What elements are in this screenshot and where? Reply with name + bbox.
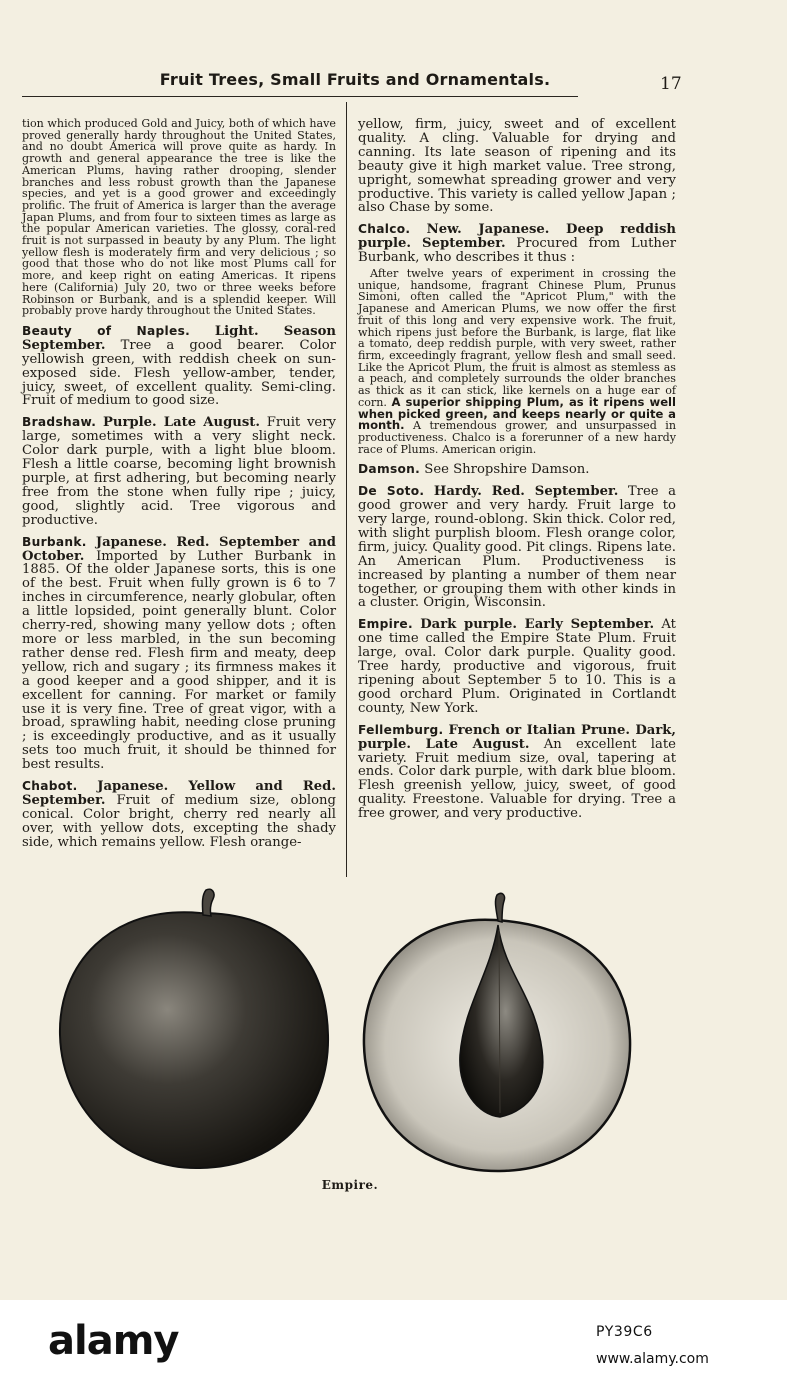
entry-name: Damson. xyxy=(358,462,421,477)
entry-text: Fruit of medium size, oblong conical. Color bright, cherry red nearly all over, with yellow dots, excepting the shady side, which remains yellow. Flesh orange- xyxy=(22,792,336,850)
entry-name: Empire. xyxy=(358,617,413,632)
quote-bold-text: A superior shipping Plum, as it ripens well when picked green, and keeps nearly or quite a month. xyxy=(358,394,677,433)
entry-text: Imported by Luther Burbank in 1885. Of the older Japanese sorts, this is one of the best. Fruit when fully grown is 6 to 7 inches in circumference, nearly globular, often a little lopsided, point generally blunt. Color cherry-red, showing many yellow dots ; often more or less marbled, in the sun becoming rather dense red. Flesh firm and meaty, deep yellow, rich and sugary ; its firmness makes it a good keeper and a good shipper, and it is excellent for canning. For market or family use it is very fine. Tree of great vigor, with a broad, sprawling habit, needing close pruning ; is exceedingly productive, and as it usually sets too much fruit, it should be thinned for best results. xyxy=(22,548,336,773)
chalco-quote xyxy=(358,268,676,455)
entry-text: Tree a good grower and very hardy. Fruit large to very large, round-oblong. Skin thick. Color red, with slight purplish bloom. Flesh orange color, firm, juicy. Quality good. Pit clings. Ripens late. An American Plum. Productiveness is increased by planting a number of them near together, or grouping them with other kinds in a cluster. Origin, Wisconsin. xyxy=(358,484,676,611)
entry-subtitle: New. Japanese. Deep reddish purple. September. xyxy=(358,222,676,252)
plum-illustration xyxy=(50,885,650,1180)
entry-subtitle: Hardy. Red. September. xyxy=(433,484,619,500)
left-column xyxy=(22,118,336,850)
entry-text: Procured from Luther Burbank, who describes it thus : xyxy=(358,236,676,266)
page-number: 17 xyxy=(660,74,682,94)
entry-text: Fruit very large, sometimes with a very slight neck. Color dark purple, with a light blue bloom. Flesh a little coarse, becoming light brownish purple, at first adhering, but becoming nearly free from the stone when fully ripe ; juicy, good, slightly acid. Tree vigorous and productive. xyxy=(22,415,336,528)
illustration-caption: Empire. xyxy=(321,1178,379,1192)
entry-subtitle: French or Italian Prune. Dark, purple. Late August. xyxy=(358,722,677,752)
entry-name: De Soto. xyxy=(358,484,425,499)
entry-subtitle: Purple. Late August. xyxy=(102,415,260,431)
entry-damson xyxy=(358,463,676,477)
alamy-logo: alamy xyxy=(48,1318,179,1364)
page-header-title: Fruit Trees, Small Fruits and Ornamentals. xyxy=(159,70,551,89)
entry-subtitle: Light. Season September. xyxy=(22,323,336,353)
entry-burbank xyxy=(22,536,336,772)
entry-name: Burbank. xyxy=(22,534,87,549)
entry-subtitle: Japanese. Red. September and October. xyxy=(22,534,336,564)
entry-text: See Shropshire Damson. xyxy=(424,462,590,478)
entry-fellemburg xyxy=(358,724,676,821)
header-rule xyxy=(22,96,578,97)
entry-subtitle: Dark purple. Early September. xyxy=(420,617,655,633)
entry-name: Chalco. xyxy=(358,222,411,237)
entry-text: Tree a good bearer. Color yellowish green, with reddish cheek on sun-exposed side. Flesh yellow-amber, tender, juicy, sweet, of excellent quality. Semi-cling. Fruit of medium to good size. xyxy=(22,337,336,409)
right-column xyxy=(358,118,676,821)
entry-beauty-of-naples xyxy=(22,325,336,408)
entry-name: Chabot. xyxy=(22,779,78,794)
entry-name: Fellemburg. xyxy=(358,722,444,737)
entry-text: An excellent late variety. Fruit medium size, oval, tapering at ends. Color dark purple, with dark blue bloom. Flesh greenish yellow, juicy, sweet, of good quality. Freestone. Valuable for drying. Tree a free grower, and very productive. xyxy=(358,736,676,822)
intro-paragraph: tion which produced Gold and Juicy, both of which have proved generally hardy throughout the United States, and no doubt America will prove quite as hardy. In growth and general appearance the tree is like the American Plums, having rather drooping, slender branches and less robust growth than the Japanese species, and yet is a good grower and exceedingly prolific. The fruit of America is larger than the average Japan Plums, and from four to sixteen times as large as the popular American varieties. The glossy, coral-red fruit is not surpassed in beauty by any Plum. The light yellow flesh is moderately firm and very delicious ; so good that those who do not like most Plums call for more, and keep right on eating Americas. It ripens here (California) July 20, two or three weeks before Robinson or Burbank, and is a splendid keeper. Will probably prove hardy throughout the United States. xyxy=(22,117,336,318)
entry-bradshaw xyxy=(22,416,336,527)
entry-subtitle: Japanese. Yellow and Red. September. xyxy=(22,779,336,808)
image-id: PY39C6 xyxy=(596,1324,653,1340)
column-divider xyxy=(346,102,347,877)
site-url[interactable]: www.alamy.com xyxy=(596,1351,709,1367)
halved-plum-drawing xyxy=(364,893,630,1171)
whole-plum-drawing xyxy=(60,889,328,1168)
entry-empire xyxy=(358,618,676,715)
quote-text-end: A tremendous grower, and unsurpassed in productiveness. Chalco is a forerunner of a new hardy race of Plums. American origin. xyxy=(358,419,676,456)
entry-chalco xyxy=(358,223,676,265)
entry-chabot xyxy=(22,780,336,850)
entry-text: At one time called the Empire State Plum. Fruit large, oval. Color dark purple. Quality good. Tree hardy, productive and vigorous, fruit ripening about September 5 to 10. This is a good orchard Plum. Originated in Cortlandt county, New York. xyxy=(358,617,676,716)
chabot-continuation: yellow, firm, juicy, sweet and of excellent quality. A cling. Valuable for drying and canning. Its late season of ripening and its beauty give it high market value. Tree strong, upright, somewhat spreading grower and very productive. This variety is called yellow Japan ; also Chase by some. xyxy=(358,117,676,216)
entry-de-soto xyxy=(358,485,676,610)
entry-name: Bradshaw. xyxy=(22,415,97,430)
entry-name: Beauty of Naples. xyxy=(22,323,191,338)
quote-text: After twelve years of experiment in crossing the unique, handsome, fragrant Chinese Plum, Prunus Simoni, often called the "Apricot Plum," with the Japanese and American Plums, we now offer the first fruit of this long and very expensive work. The fruit, which ripens just before the Burbank, is large, flat like a tomato, deep reddish purple, with very sweet, rather firm, exceedingly fragrant, yellow flesh and small seed. Like the Apricot Plum, the fruit is almost as stemless as a peach, and completely surrounds the older branches as thick as it can stick, like kernels on a huge ear of corn. xyxy=(358,267,676,409)
